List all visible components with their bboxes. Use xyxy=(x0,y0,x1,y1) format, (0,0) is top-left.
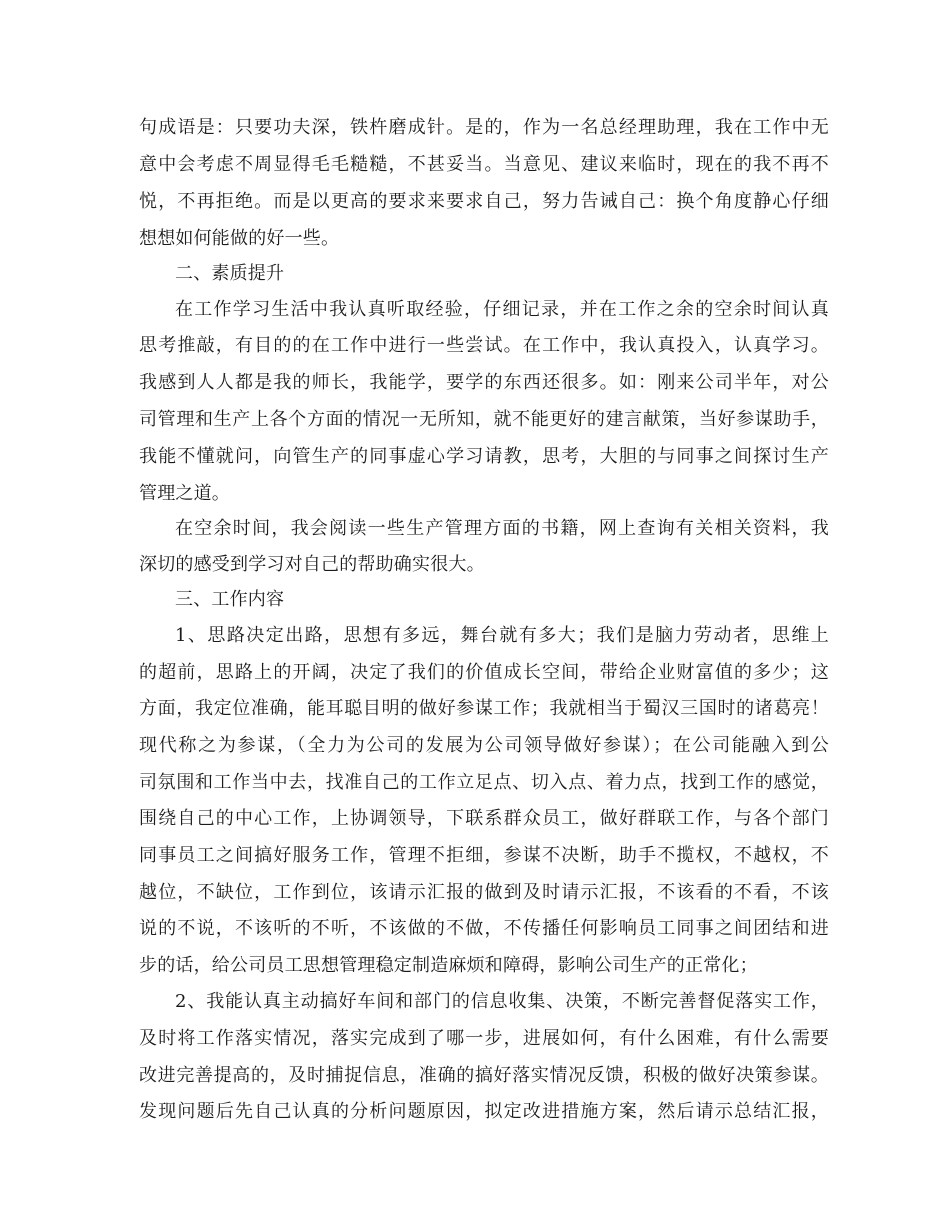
text-line: 我能不懂就问，向管生产的同事虚心学习请教，思考，大胆的与同事之间探讨生产 xyxy=(139,446,829,467)
text-line: 我感到人人都是我的师长，我能学，要学的东西还很多。如：刚来公司半年，对公 xyxy=(139,372,829,393)
text-line: 管理之道。 xyxy=(139,483,230,504)
text-line: 步的话，给公司员工思想管理稳定制造麻烦和障碍，影响公司生产的正常化； xyxy=(139,955,758,976)
text-line: 深切的感受到学习对自己的帮助确实很大。 xyxy=(139,554,485,575)
text-line: 方面，我定位准确，能耳聪目明的做好参谋工作；我就相当于蜀汉三国时的诸葛亮！ xyxy=(139,698,829,719)
text-line: 悦，不再拒绝。而是以更高的要求来要求自己，努力告诫自己：换个角度静心仔细 xyxy=(139,191,829,212)
text-line: 意中会考虑不周显得毛毛糙糙，不甚妥当。当意见、建议来临时，现在的我不再不 xyxy=(139,154,829,175)
text-line: 说的不说，不该听的不听，不该做的不做，不传播任何影响员工同事之间团结和进 xyxy=(139,918,829,939)
text-line: 发现问题后先自己认真的分析问题原因，拟定改进措施方案，然后请示总结汇报， xyxy=(139,1101,829,1122)
text-line: 在空余时间，我会阅读一些生产管理方面的书籍，网上查询有关相关资料，我 xyxy=(175,518,829,539)
text-line: 及时将工作落实情况，落实完成到了哪一步，进展如何，有什么困难，有什么需要 xyxy=(139,1028,829,1049)
text-line: 现代称之为参谋，（全力为公司的发展为公司领导做好参谋）；在公司能融入到公 xyxy=(139,735,829,756)
text-line: 司管理和生产上各个方面的情况一无所知，就不能更好的建言献策，当好参谋助手， xyxy=(139,409,829,430)
text-line: 改进完善提高的，及时捕捉信息，准确的搞好落实情况反馈，积极的做好决策参谋。 xyxy=(139,1065,829,1086)
text-line: 越位，不缺位，工作到位，该请示汇报的做到及时请示汇报，不该看的不看，不该 xyxy=(139,882,829,903)
text-line: 的超前，思路上的开阔，决定了我们的价值成长空间，带给企业财富值的多少；这 xyxy=(139,662,829,683)
text-line: 句成语是：只要功夫深，铁杵磨成针。是的，作为一名总经理助理，我在工作中无 xyxy=(139,117,829,138)
text-line: 1、思路决定出路，思想有多远，舞台就有多大；我们是脑力劳动者，思维上 xyxy=(175,625,829,646)
text-line: 思考推敲，有目的的在工作中进行一些尝试。在工作中，我认真投入，认真学习。 xyxy=(139,335,829,356)
text-line: 围绕自己的中心工作，上协调领导，下联系群众员工，做好群联工作，与各个部门 xyxy=(139,808,829,829)
text-line: 2、我能认真主动搞好车间和部门的信息收集、决策，不断完善督促落实工作， xyxy=(175,991,829,1012)
section-heading: 三、工作内容 xyxy=(175,589,285,610)
section-heading: 二、素质提升 xyxy=(175,263,285,284)
text-line: 同事员工之间搞好服务工作，管理不拒细，参谋不决断，助手不揽权，不越权，不 xyxy=(139,845,829,866)
text-line: 司氛围和工作当中去，找准自己的工作立足点、切入点、着力点，找到工作的感觉， xyxy=(139,772,829,793)
text-line: 想想如何能做的好一些。 xyxy=(139,228,340,249)
text-line: 在工作学习生活中我认真听取经验，仔细记录，并在工作之余的空余时间认真 xyxy=(175,299,829,320)
